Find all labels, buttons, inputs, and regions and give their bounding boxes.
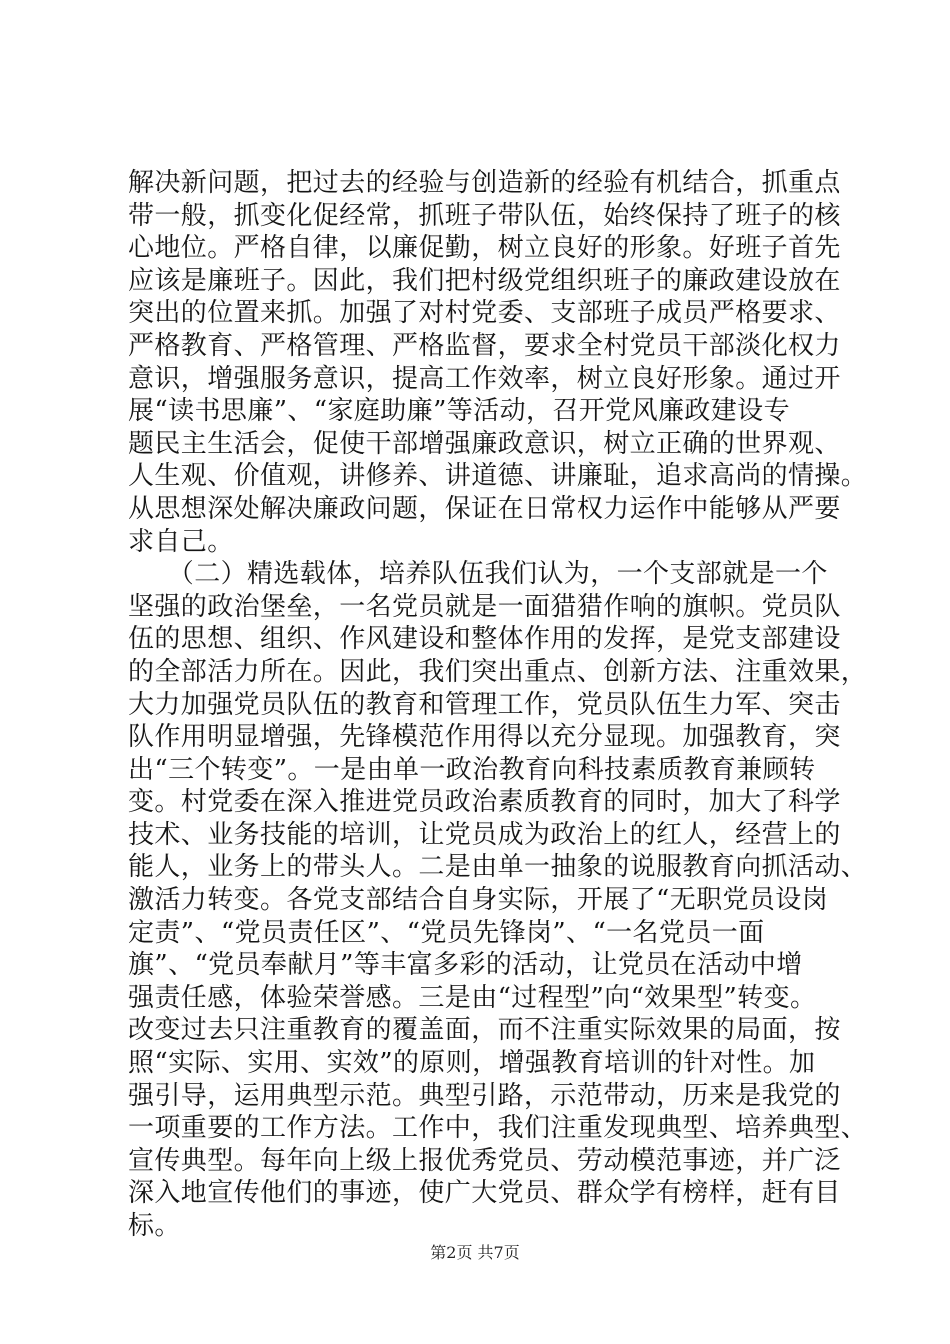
- text-line: 强引导，运用典型示范。典型引路，示范带动，历来是我党的: [128, 1080, 841, 1111]
- text-line: （二）精选载体，培养队伍我们认为，一个支部就是一个: [128, 559, 828, 590]
- text-line: 带一般，抓变化促经常，抓班子带队伍，始终保持了班子的核: [128, 200, 841, 231]
- text-line: 强责任感，体验荣誉感。三是由“过程型”向“效果型”转变。: [128, 982, 817, 1013]
- text-line: 意识，增强服务意识，提高工作效率，树立良好形象。通过开: [128, 363, 841, 394]
- text-line: 一项重要的工作方法。工作中，我们注重发现典型、培养典型、: [128, 1113, 868, 1144]
- text-line: 能人，业务上的带头人。二是由单一抽象的说服教育向抓活动、: [128, 852, 868, 883]
- text-line: 的全部活力所在。因此，我们突出重点、创新方法、注重效果，: [128, 656, 868, 687]
- text-line: 严格教育、严格管理、严格监督，要求全村党员干部淡化权力: [128, 330, 841, 361]
- text-line: 伍的思想、组织、作风建设和整体作用的发挥，是党支部建设: [128, 624, 841, 655]
- text-line: 标。: [128, 1211, 181, 1241]
- text-line: 队作用明显增强，先锋模范作用得以充分显现。加强教育，突: [128, 722, 841, 753]
- text-line: 技术、业务技能的培训，让党员成为政治上的红人，经营上的: [128, 819, 841, 850]
- text-line: 题民主生活会，促使干部增强廉政意识，树立正确的世界观、: [128, 428, 841, 459]
- text-line: 坚强的政治堡垒，一名党员就是一面猎猎作响的旗帜。党员队: [128, 591, 841, 622]
- text-line: 出“三个转变”。一是由单一政治教育向科技素质教育兼顾转: [128, 754, 816, 785]
- text-line: 宣传典型。每年向上级上报优秀党员、劳动模范事迹，并广泛: [128, 1145, 841, 1176]
- text-line: 定责”、“党员责任区”、“党员先锋岗”、“一名党员一面: [128, 917, 765, 948]
- page-number-footer: 第2页 共7页: [430, 1243, 520, 1262]
- text-line: 应该是廉班子。因此，我们把村级党组织班子的廉政建设放在: [128, 265, 841, 296]
- text-line: 激活力转变。各党支部结合自身实际，开展了“无职党员设岗: [128, 885, 829, 916]
- text-line: 从思想深处解决廉政问题，保证在日常权力运作中能够从严要: [128, 493, 841, 524]
- text-line: 深入地宣传他们的事迹，使广大党员、群众学有榜样，赶有目: [128, 1178, 841, 1209]
- text-line: 解决新问题，把过去的经验与创造新的经验有机结合，抓重点: [128, 168, 841, 198]
- text-line: 照“实际、实用、实效”的原则，增强教育培训的针对性。加: [128, 1048, 816, 1079]
- text-line: 人生观、价值观，讲修养、讲道德、讲廉耻，追求高尚的情操。: [128, 461, 868, 492]
- text-line: 心地位。严格自律，以廉促勤，树立良好的形象。好班子首先: [128, 233, 841, 264]
- text-line: 变。村党委在深入推进党员政治素质教育的同时，加大了科学: [128, 787, 841, 818]
- text-line: 展“读书思廉”、“家庭助廉”等活动，召开党风廉政建设专: [128, 396, 790, 427]
- text-line: 大力加强党员队伍的教育和管理工作，党员队伍生力军、突击: [128, 689, 841, 720]
- text-line: 突出的位置来抓。加强了对村党委、支部班子成员严格要求、: [128, 298, 841, 329]
- text-line: 旗”、“党员奉献月”等丰富多彩的活动，让党员在活动中增: [128, 950, 803, 981]
- body-text: [128, 167, 868, 1243]
- text-line: 改变过去只注重教育的覆盖面，而不注重实际效果的局面，按: [128, 1015, 841, 1046]
- text-line: 求自己。: [128, 526, 234, 557]
